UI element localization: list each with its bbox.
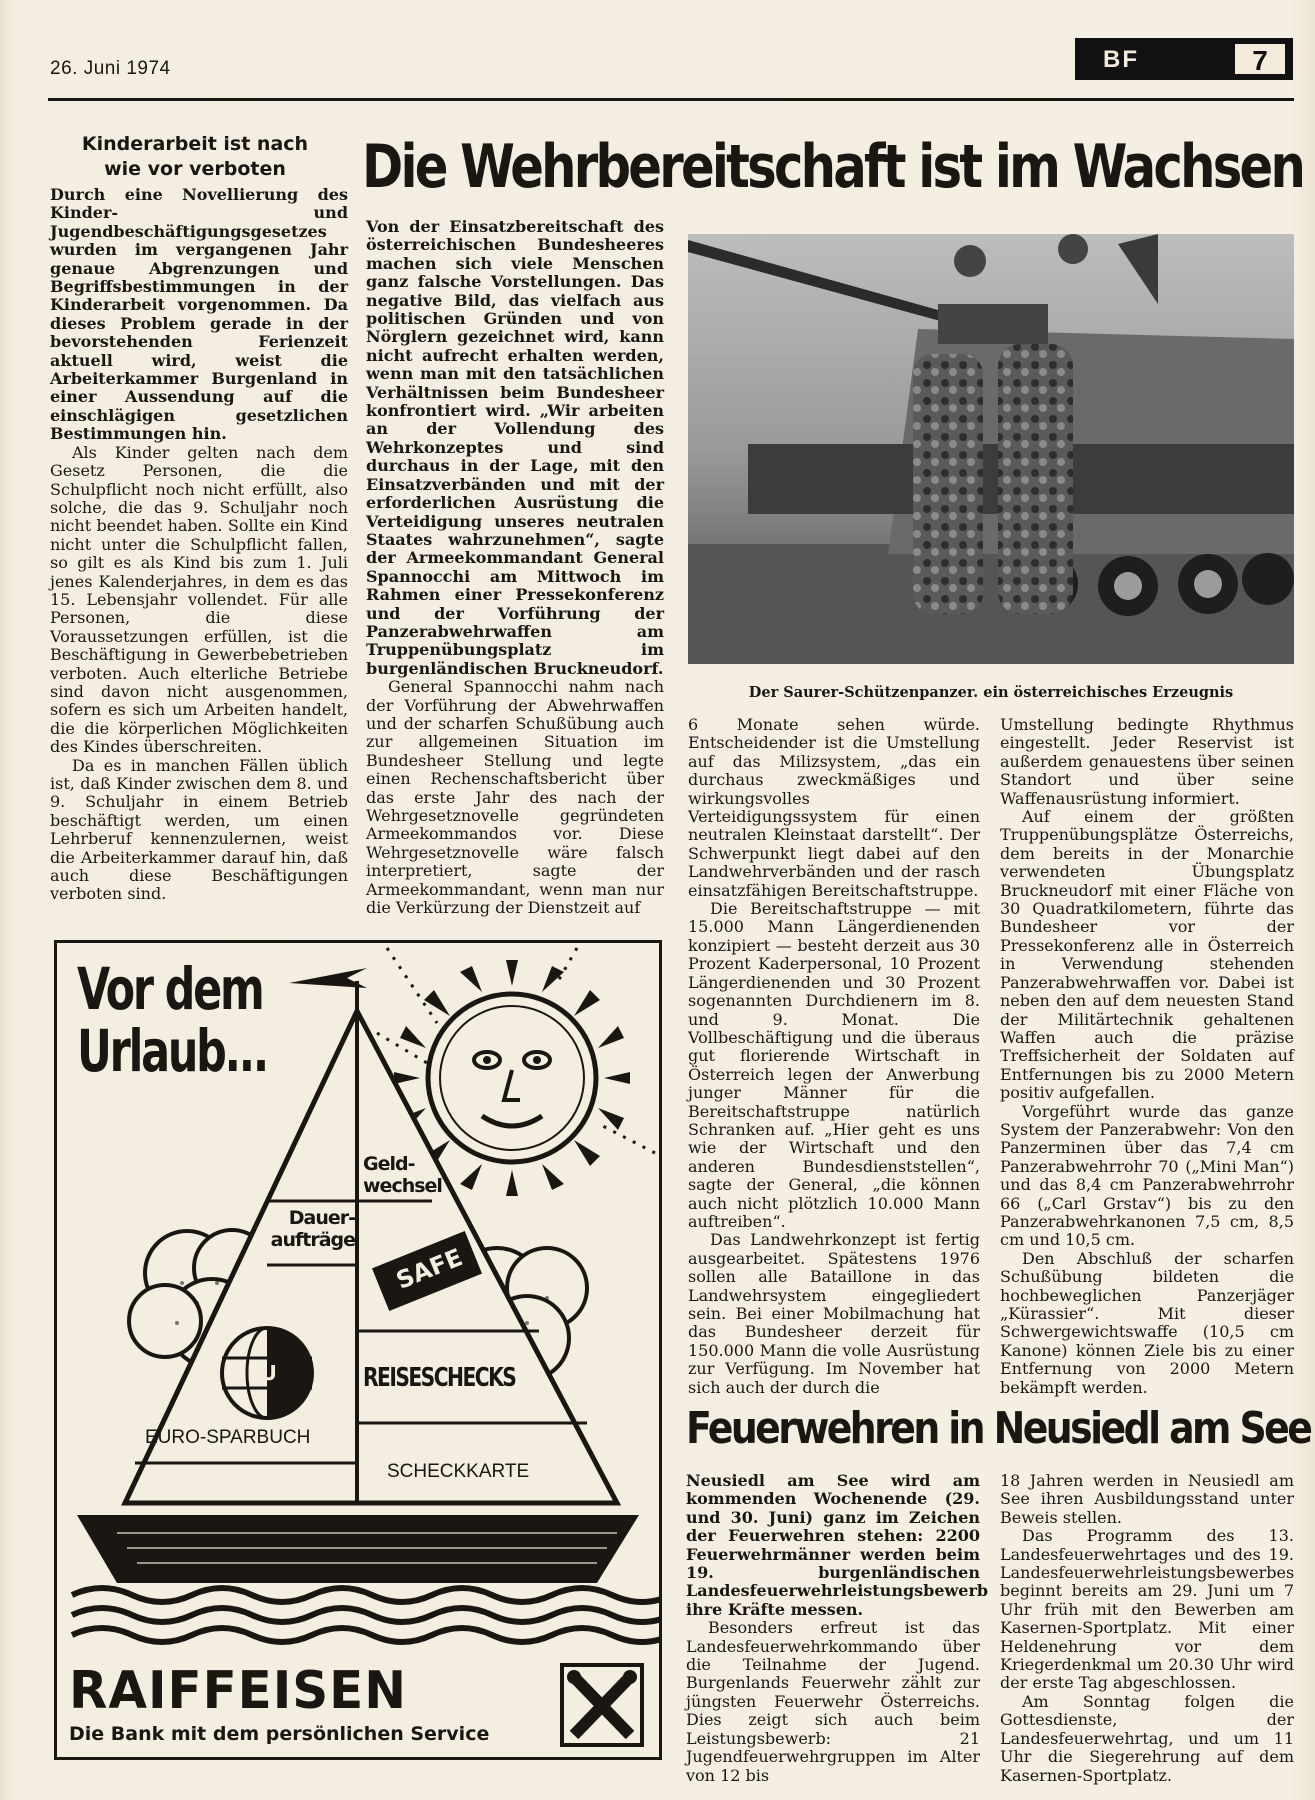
feuer-column-1 — [686, 1471, 989, 1785]
wehr-lead: Von der Einsatzbereitschaft des österreichischen Bundesheeres machen sich viele Menschen ganz falsche Vorstellungen. Das negative Bild, das vielfach aus politischen Gründen und von Nörglern gezeichnet wird, kann nicht aufrecht erhalten werden, wenn man mit den tatsächlichen Verhältnissen beim Bundesheer konfrontiert wird. „Wir arbeiten an der Vollendung des Wehrkonzeptes und sind durchaus in der Lage, mit den Einsatzverbänden und mit der erforderlichen Ausrüstung die Verteidigung unseres neutralen Staates wahrzunehmen“, sagte der Armeekommandant General Spannocchi am Mittwoch im Rahmen einer Pressekonferenz und der Vorführung der Panzerabwehrwaffen am Truppenübungsplatz im burgenländischen Bruckneudorf. — [366, 217, 664, 678]
feuer-paragraph: Am Sonntag folgen die Gottesdienste, der Landesfeuerwehrtag, und um 11 Uhr die Siegerehrung auf dem Kasernen-Sportplatz. — [1000, 1691, 1294, 1785]
feuer-paragraph: 18 Jahren werden in Neusiedl am See ihren Ausbildungsstand unter Beweis stellen. — [1000, 1471, 1294, 1527]
kinder-headline-line1: Kinderarbeit ist nach — [81, 133, 309, 155]
wehr-paragraph: Die Bereitschaftstruppe — mit 15.000 Mann Längerdienenden konzipiert — besteht derzeit aus 30 Prozent Kaderpersonal, 10 Prozent Längerdienenden und 30 Prozent sogenannten Durchdienern im 8. und 9. Monat. Die Vollbeschäftigung und die überaus gut florierende Wirtschaft in Österreich legen der Anwerbung junger Männer für die Bereitschaftstruppe natürlich Schranken auf. „Hier geht es uns wie der Wirtschaft und den anderen Bundesdienststellen“, sagte der General, „die können auch nicht plötzlich 10.000 Mann auftreiben“. — [688, 899, 980, 1231]
tank-photo — [688, 234, 1294, 664]
ad-headline — [77, 955, 267, 1085]
feuer-lead: Neusiedl am See wird am kommenden Wochenende (29. und 30. Juni) ganz im Zeichen der Feuerwehren stehen: 2200 Feuerwehrmänner werden beim 19. burgenländischen Landesfeuerwehrleistungsbewerb ihre Kräfte messen. — [686, 1471, 989, 1619]
wehr-column-2 — [688, 716, 980, 1397]
feuer-column-2 — [1000, 1472, 1294, 1785]
wehr-paragraph: Auf einem der größten Truppenübungsplätze Österreichs, dem bereits in der Monarchie verwendeten Übungsplatz Bruckneudorf mit einer Fläche von 30 Quadratkilometern, führte das Bundesheer vor der Pressekonferenz alle in Österreich in Verwendung stehenden Panzerabwehrwaffen vor. Dabei ist neben den auf dem neuesten Stand der Militärtechnik gehaltenen Waffen auch die präzise Treffsicherheit der Soldaten auf Entfernungen bis zu 2000 Metern positiv aufgefallen. — [1000, 807, 1294, 1103]
saurer-tank-illustration — [688, 234, 1294, 664]
photo-caption: Der Saurer-Schützenpanzer. ein österreichisches Erzeugnis — [748, 684, 1234, 701]
ad-label-safe: SAFE — [392, 1243, 467, 1295]
ad-label-dauer-line2: aufträge — [270, 1229, 355, 1251]
wehr-paragraph: Umstellung bedingte Rhythmus eingestellt. Jeder Reservist ist außerdem genauestens über seinen Standort und über seine Waffenausrüstung informiert. — [1000, 715, 1294, 808]
wehr-paragraph: Vorgeführt wurde das ganze System der Panzerabwehr: Von den Panzerminen über das 7,4 cm Panzerabwehrrohr 70 („Mini Man“) und das 8,4 cm Panzerabwehrrohr 66 („Carl Grstav“) bis zu den Panzerabwehrkanonen 7,5 cm, 8,5 cm und 10,5 cm. — [1000, 1101, 1294, 1250]
kinder-lead: Durch eine Novellierung des Kinder- und Jugendbeschäftigungsgesetzes wurden im vergangenen Jahr genaue Abgrenzungen und Begriffsbestimmungen in der Kinderarbeit vorgenommen. Da dieses Problem gerade in der bevorstehenden Ferienzeit aktuell wird, weist die Arbeiterkammer Burgenland in einer Aussendung auf die einschlägigen gesetzlichen Bestimmungen hin. — [50, 185, 348, 444]
kinder-paragraph: Da es in manchen Fällen üblich ist, daß Kinder zwischen dem 8. und 9. Schuljahr in einem Betrieb beschäftigt werden, um einen Lehrberuf kennenzulernen, weist die Arbeiterkammer darauf hin, daß auch diese Beschäftigungen verboten sind. — [50, 755, 348, 904]
ad-label-reiseschecks: REISESCHECKS — [363, 1363, 516, 1393]
ad-slogan: Die Bank mit dem persönlichen Service — [69, 1723, 490, 1745]
ad-headline-line2: Urlaub... — [77, 1017, 267, 1085]
section-label: BF — [1103, 46, 1139, 73]
ad-label-geldwechsel — [363, 1153, 442, 1197]
page-number: 7 — [1233, 42, 1287, 76]
wehr-paragraph: Das Landwehrkonzept ist fertig ausgearbeitet. Spätestens 1976 sollen alle Bataillone in das Landwehrsystem eingegliedert sein. Bei einer Mobilmachung hat das Bundesheer derzeit für 150.000 Mann die volle Ausrüstung zur Verfügung. Im November hat sich auch der durch die — [688, 1230, 980, 1397]
wehr-paragraph: 6 Monate sehen würde. Entscheidender ist die Umstellung auf das Milizsystem, „das ein durchaus zweckmäßiges und wirkungsvolles Verteidigungssystem für einen neutralen Kleinstaat darstellt“. Der Schwerpunkt liegt dabei auf den Landwehrverbänden und der rasch einsatzfähigen Bereitschaftstruppe. — [688, 715, 980, 900]
ad-label-geld-line2: wechsel — [363, 1175, 442, 1197]
raiffeisen-advertisement — [54, 940, 662, 1760]
ad-label-sparbuch: EURO-SPARBUCH — [145, 1427, 311, 1448]
kinder-headline-line2: wie vor verboten — [104, 158, 286, 180]
ad-label-dauer-line1: Dauer- — [288, 1207, 355, 1229]
kinder-paragraph: Als Kinder gelten nach dem Gesetz Personen, die die Schulpflicht noch nicht erfüllt, also solche, die das 9. Schuljahr noch nicht beendet haben. Sollte ein Kind nicht unter die Schulpflicht fallen, so gilt es als Kind bis zum 1. Juli jenes Kalenderjahres, in dem es das 15. Lebensjahr vollendet. Für alle Personen, die diese Voraussetzungen erfüllen, ist die Beschäftigung in Gewerbebetrieben verboten. Auch elterliche Betriebe sind davon nicht ausgenommen, sofern es sich um Arbeiten handelt, die die körperlichen Möglichkeiten des Kindes überschreiten. — [50, 442, 348, 757]
feuer-headline: Feuerwehren in Neusiedl am See — [686, 1403, 1311, 1454]
kinder-article-body — [50, 186, 348, 904]
page-number-box — [1075, 38, 1293, 80]
header-rule — [48, 98, 1294, 101]
ad-headline-line1: Vor dem — [77, 955, 263, 1023]
crossed-gables-logo-icon — [562, 1665, 642, 1745]
wehr-paragraph: General Spannocchi nahm nach der Vorführung der Abwehrwaffen und der scharfen Schußübung auch zur allgemeinen Situation im Bundesheer Stellung und legte einen Rechenschaftsbericht über das erste Jahr des nach der Wehrgesetznovelle gegründeten Armeekommandos vor. Diese Wehrgesetznovelle wäre falsch interpretiert, sagte der Armeekommandant, wenn man nur die Verkürzung der Dienstzeit auf — [366, 677, 664, 918]
wehr-headline: Die Wehrbereitschaft ist im Wachsen — [362, 132, 1304, 202]
ad-label-dauerauftraege — [269, 1207, 355, 1251]
kinder-headline — [50, 132, 340, 182]
feuer-paragraph: Besonders erfreut ist das Landesfeuerwehrkommando über die Teilnahme der Jugend. Burgenlands Feuerwehr zählt zur jüngsten Feuerwehr Österreichs. Dies zeigt sich auch beim Leistungsbewerb: 21 Jugendfeuerwehrgruppen im Alter von 12 bis — [686, 1618, 980, 1785]
ad-label-scheckkarte: SCHECKKARTE — [387, 1461, 530, 1482]
ad-label-eu: EU — [247, 1361, 277, 1385]
wehr-column-1 — [366, 218, 664, 917]
feuer-paragraph: Das Programm des 13. Landesfeuerwehrtages und des 19. Landesfeuerwehrleistungsbewerbes beginnt bereits am 29. Juni um 7 Uhr früh mit den Bewerben am Kasernen-Sportplatz. Mit einer Heldenehrung vor dem Kriegerdenkmal um 20.30 Uhr wird der erste Tag abgeschlossen. — [1000, 1526, 1295, 1693]
ad-label-geld-line1: Geld- — [363, 1153, 415, 1175]
ad-brand: RAIFFEISEN — [69, 1661, 407, 1721]
issue-date: 26. Juni 1974 — [50, 58, 171, 79]
wehr-column-3 — [1000, 716, 1294, 1397]
wehr-paragraph: Den Abschluß der scharfen Schußübung bildeten die hochbeweglichen Panzerjäger „Kürassier“. Mit dieser Schwergewichtswaffe (10,5 cm Kanone) können Ziele bis zu einer Entfernung von 2000 Metern bekämpft werden. — [1000, 1248, 1294, 1397]
